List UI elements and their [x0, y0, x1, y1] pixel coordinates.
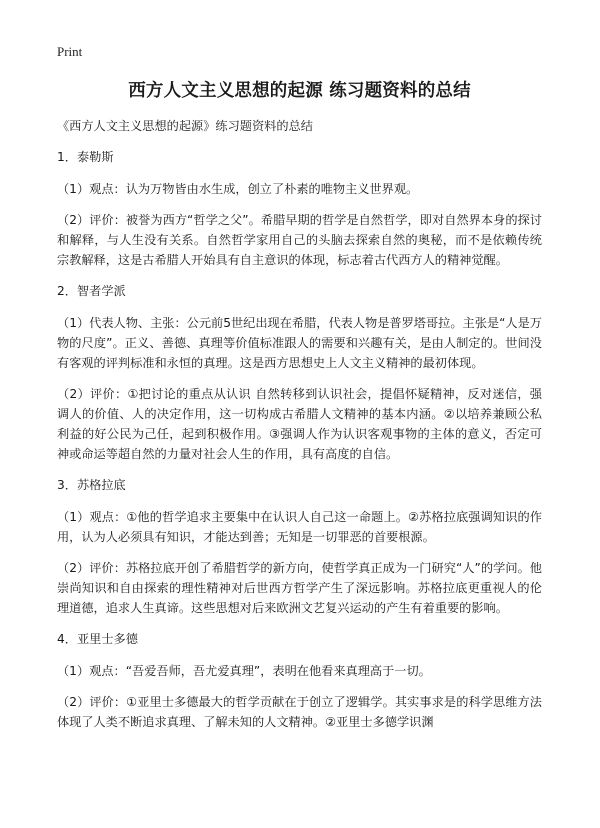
paragraph: （2）评价：①把讨论的重点从认识 自然转移到认识社会，提倡怀疑精神，反对迷信，强调人的价值、人的决定作用，这一切构成古希腊人文精神的基本内涵。②以培养兼顾公私利益的好公民为己任，起到积极作用。③强调人作为认识客观事物的主体的意义，否定可神或命运等超自然的力量对社会人生的作用，具有高度的自信。 — [57, 387, 542, 461]
section-aristotle — [57, 629, 542, 732]
print-link[interactable]: Print — [57, 44, 83, 59]
paragraph: （1）观点：①他的哲学追求主要集中在认识人自己这一命题上。②苏格拉底强调知识的作用，认为人必须具有知识，才能达到善；无知是一切罪恶的首要根源。 — [57, 510, 542, 544]
paragraph: （2）评价：①亚里士多德最大的哲学贡献在于创立了逻辑学。其实事求是的科学思维方法体现了人类不断追求真理、了解未知的人文精神。②亚里士多德学识渊 — [57, 695, 542, 729]
section-heading: 3．苏格拉底 — [57, 478, 126, 492]
section-heading: 1．泰勒斯 — [57, 150, 114, 164]
paragraph: （1）代表人物、主张：公元前5世纪出现在希腊，代表人物是普罗塔哥拉。主张是“人是万物的尺度”。正义、善德、真理等价值标准跟人的需要和兴趣有关，是由人制定的。世间没有客观的评判标准和永恒的真理。这是西方思想史上人文主义精神的最初体现。 — [57, 316, 542, 370]
section-heading: 4．亚里士多德 — [57, 632, 138, 646]
section-sophists — [57, 281, 542, 464]
paragraph: （2）评价：被誉为西方“哲学之父”。希腊早期的哲学是自然哲学，即对自然界本身的探讨和解释，与人生没有关系。自然哲学家用自己的头脑去探索自然的奥秘，而不是依赖传统宗教解释，这是古希腊人开始具有自主意识的体现，标志着古代西方人的精神觉醒。 — [57, 213, 542, 267]
document-subtitle: 《西方人文主义思想的起源》练习题资料的总结 — [57, 119, 313, 133]
section-thales — [57, 147, 542, 270]
paragraph: （2）评价：苏格拉底开创了希腊哲学的新方向，使哲学真正成为一门研究“人”的学问。他崇尚知识和自由探索的理性精神对后世西方哲学产生了深远影响。苏格拉底更重视人的伦理道德，追求人生真谛。这些思想对后来欧洲文艺复兴运动的产生有着重要的影响。 — [57, 561, 542, 615]
paragraph: （1）观点：“吾爱吾师，吾尤爱真理”，表明在他看来真理高于一切。 — [57, 664, 431, 678]
section-socrates — [57, 475, 542, 618]
section-heading: 2．智者学派 — [57, 284, 126, 298]
document-title: 西方人文主义思想的起源 练习题资料的总结 — [128, 81, 471, 101]
paragraph: （1）观点：认为万物皆由水生成，创立了朴素的唯物主义世界观。 — [57, 182, 419, 196]
